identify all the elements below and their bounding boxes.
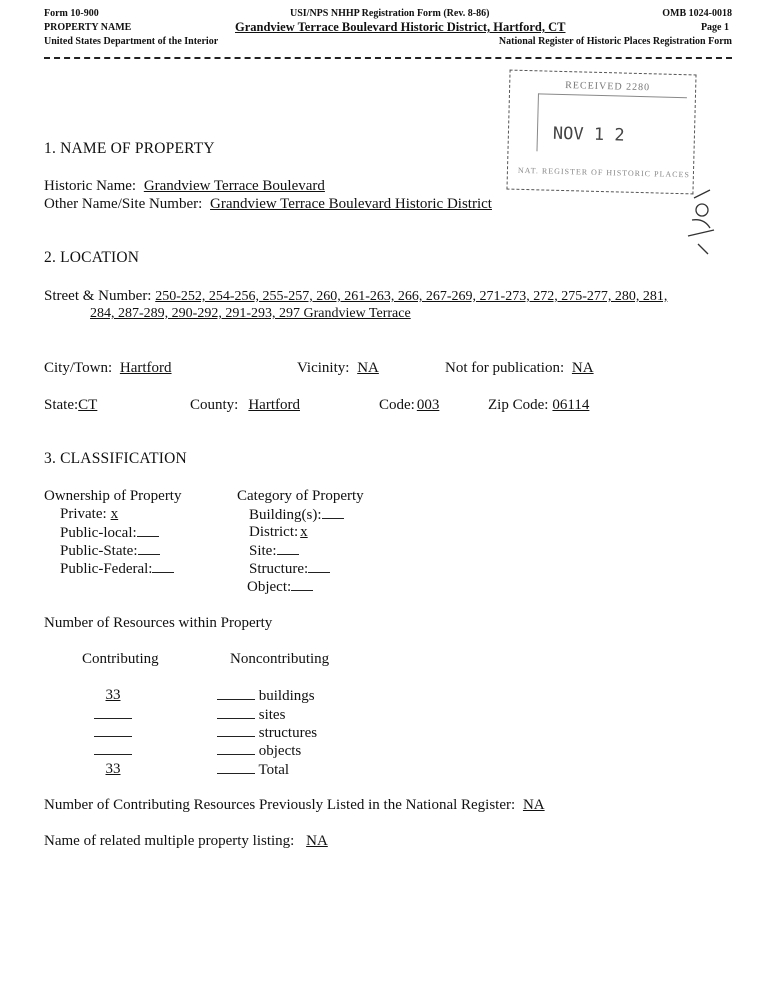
other-name-label: Other Name/Site Number:: [44, 196, 203, 212]
previously-listed-value: NA: [522, 797, 545, 813]
category-district-row: [249, 523, 322, 541]
previously-listed-label: Number of Contributing Resources Previously Listed in the National Register:: [44, 797, 516, 813]
ownership-public-local-row: [60, 523, 159, 542]
ownership-public-state-row: [60, 541, 160, 560]
public-local-label: Public-local:: [60, 525, 137, 541]
site-label: Site:: [249, 543, 277, 559]
stamp-date: NOV 1 2: [552, 123, 625, 146]
resource-row: [217, 723, 317, 742]
section-2-heading: 2. LOCATION: [44, 249, 140, 266]
resource-row: [94, 723, 132, 742]
ownership-public-federal-row: [60, 559, 174, 578]
omb-number: OMB 1024-0018: [662, 8, 732, 19]
structure-label: Structure:: [249, 561, 309, 577]
page-number: Page 1: [700, 22, 729, 33]
header-divider: [44, 57, 732, 59]
category-site-row: [249, 541, 299, 560]
category-structure-row: [249, 559, 330, 578]
code-value: 003: [416, 397, 440, 413]
zip-value: 06114: [552, 397, 590, 413]
resource-label: buildings: [258, 688, 315, 704]
city-label: City/Town:: [44, 360, 113, 376]
street-number-label: Street & Number:: [44, 288, 152, 304]
resource-total-label: Total: [258, 762, 290, 778]
resource-row: [217, 705, 285, 724]
district-value: x: [300, 524, 308, 540]
zip-label: Zip Code:: [488, 397, 549, 413]
resource-row: [217, 686, 315, 705]
resources-heading: Number of Resources within Property: [44, 615, 273, 631]
category-buildings-row: [249, 505, 344, 524]
resource-row: [94, 741, 132, 760]
code-label: Code:: [379, 397, 415, 413]
stamp-received-text: RECEIVED 2280: [565, 80, 651, 94]
public-federal-label: Public-Federal:: [60, 561, 153, 577]
state-row: [44, 396, 126, 414]
ownership-private-row: [60, 505, 133, 523]
city-value: Hartford: [119, 360, 172, 376]
vicinity-value: NA: [357, 360, 379, 376]
resource-total-count: 33: [105, 761, 121, 777]
handwritten-mark: [680, 188, 720, 258]
resource-row: [94, 686, 132, 704]
county-value: Hartford: [248, 397, 300, 413]
multiple-listing-value: NA: [306, 833, 328, 849]
vicinity-label: Vicinity:: [297, 360, 350, 376]
buildings-label: Building(s):: [249, 507, 322, 523]
received-stamp: [506, 70, 696, 195]
department-label: United States Department of the Interior: [44, 36, 219, 47]
state-value: CT: [78, 397, 98, 413]
district-label: District:: [249, 524, 299, 540]
document-title: Grandview Terrace Boulevard Historic District, Hartford, CT: [235, 20, 566, 34]
handwritten-number: 1601: [682, 252, 694, 258]
not-for-publication-label: Not for publication:: [445, 360, 565, 376]
object-label: Object:: [247, 579, 292, 595]
historic-name-row: [44, 177, 522, 195]
resource-label: structures: [258, 725, 318, 741]
property-name-label: PROPERTY NAME: [44, 22, 132, 33]
private-value: x: [110, 506, 119, 522]
not-for-publication-row: [445, 359, 610, 377]
category-object-row: [247, 577, 313, 596]
city-row: [44, 359, 244, 377]
section-1-heading: 1. NAME OF PROPERTY: [44, 140, 215, 157]
category-heading: Category of Property: [237, 488, 364, 504]
resource-label: sites: [258, 707, 286, 723]
register-form-label: National Register of Historic Places Registration Form: [498, 36, 732, 47]
ownership-heading: Ownership of Property: [44, 488, 182, 504]
street-number-line2: 284, 287-289, 290-292, 291-293, 297 Grandview Terrace: [90, 306, 411, 321]
code-row: [379, 396, 455, 414]
registration-form-label: USI/NPS NHHP Registration Form (Rev. 8-86): [290, 8, 490, 19]
contributing-heading: Contributing: [82, 651, 159, 667]
section-3-heading: 3. CLASSIFICATION: [44, 450, 187, 467]
other-name-row: [44, 195, 522, 213]
zip-row: [488, 396, 614, 414]
resource-row: [217, 741, 301, 760]
resource-contributing-count: [94, 705, 132, 719]
private-label: Private:: [60, 506, 107, 522]
multiple-listing-row: [44, 832, 364, 850]
noncontributing-heading: Noncontributing: [230, 651, 330, 667]
county-label: County:: [190, 397, 239, 413]
resource-row: [94, 705, 132, 724]
stamp-register-text: NAT. REGISTER OF HISTORIC PLACES: [517, 165, 690, 180]
vicinity-row: [297, 359, 401, 377]
resource-contributing-count: [94, 741, 132, 755]
resource-total-row: [94, 760, 132, 778]
previously-listed-row: [44, 796, 567, 814]
street-number-row: [44, 287, 667, 306]
resource-contributing-count: [94, 723, 132, 737]
multiple-listing-label: Name of related multiple property listing:: [44, 833, 295, 849]
street-number-line1: 250-252, 254-256, 255-257, 260, 261-263, 266, 267-269, 271-273, 272, 275-277, 280, 281,: [155, 289, 668, 304]
county-row: [190, 396, 348, 414]
not-for-publication-value: NA: [571, 360, 594, 376]
state-label: State:: [44, 397, 79, 413]
other-name-value: Grandview Terrace Boulevard Historic District: [210, 196, 492, 212]
historic-name-label: Historic Name:: [44, 178, 137, 194]
form-number: Form 10-900: [44, 8, 99, 19]
resource-contributing-count: 33: [105, 687, 121, 703]
public-state-label: Public-State:: [60, 543, 138, 559]
resource-label: objects: [258, 743, 302, 759]
resource-total-row: [217, 760, 289, 779]
historic-name-value: Grandview Terrace Boulevard: [143, 178, 325, 194]
